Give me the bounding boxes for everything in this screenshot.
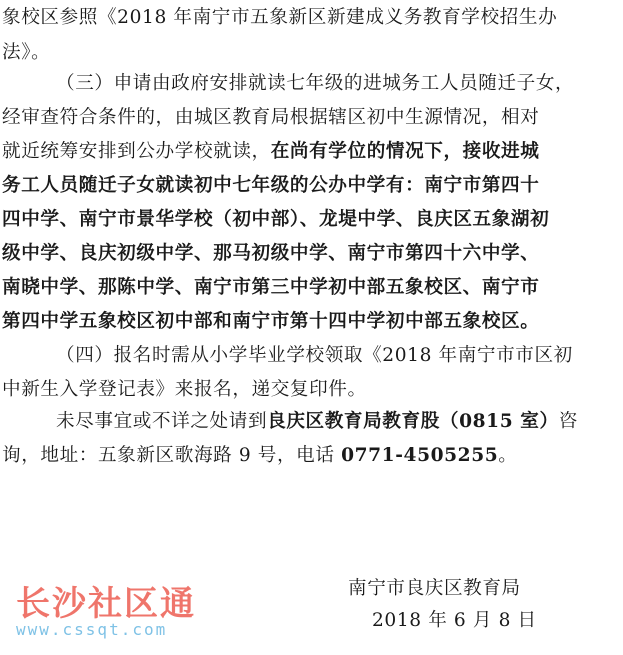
text-line — [56, 344, 623, 368]
bold-text-segment: 南晓中学、那陈中学、南宁市第三中学初中部五象校区、南宁市 — [2, 277, 540, 298]
bold-text-segment: 四中学、南宁市景华学校（初中部）、龙堤中学、良庆区五象湖初 — [2, 209, 550, 230]
bold-text-segment: 良庆区教育局教育股（0815 室） — [267, 411, 559, 432]
text-line — [2, 41, 569, 65]
bold-text-segment: 级中学、良庆初级中学、那马初级中学、南宁市第四十六中学、 — [2, 243, 540, 264]
text-segment: 法》。 — [2, 42, 51, 63]
bold-text-segment: 第四中学五象校区初中部和南宁市第十四中学初中部五象校区。 — [2, 311, 540, 332]
text-line — [2, 106, 569, 130]
text-line — [2, 6, 569, 30]
signature-org: 南宁市良庆区教育局 — [348, 578, 521, 599]
text-line — [56, 410, 623, 434]
text-segment: 未尽事宜或不详之处请到 — [56, 411, 268, 432]
bold-text-segment: 0771-4505255 — [341, 445, 499, 466]
text-line — [2, 140, 569, 164]
watermark — [16, 576, 226, 646]
text-line — [2, 174, 569, 198]
watermark-url: www.cssqt.com — [16, 620, 168, 639]
text-line — [2, 242, 569, 266]
text-line — [2, 444, 569, 468]
text-line — [2, 276, 569, 300]
text-segment: 就近统筹安排到公办学校就读， — [2, 141, 271, 162]
text-segment: 象校区参照《2018 年南宁市五象新区新建成义务教育学校招生办 — [2, 7, 558, 28]
watermark-title: 长沙社区通 — [16, 584, 196, 624]
bold-text-segment: 务工人员随迁子女就读初中七年级的公办中学有：南宁市第四十 — [2, 175, 540, 196]
text-segment: 询，地址：五象新区歌海路 9 号，电话 — [2, 445, 342, 466]
text-segment: 。 — [498, 445, 518, 466]
text-segment: （三）申请由政府安排就读七年级的进城务工人员随迁子女， — [56, 73, 575, 94]
text-line — [2, 310, 569, 334]
text-segment: 咨 — [558, 411, 578, 432]
text-line — [2, 378, 569, 402]
text-segment: （四）报名时需从小学毕业学校领取《2018 年南宁市市区初 — [56, 345, 573, 366]
text-segment: 经审查符合条件的，由城区教育局根据辖区初中生源情况，相对 — [2, 107, 540, 128]
signature-date: 2018 年 6 月 8 日 — [372, 610, 537, 631]
text-line — [56, 72, 623, 96]
text-line — [2, 208, 569, 232]
bold-text-segment: 在尚有学位的情况下，接收进城 — [270, 141, 540, 162]
text-segment: 中新生入学登记表》来报名，递交复印件。 — [2, 379, 367, 400]
